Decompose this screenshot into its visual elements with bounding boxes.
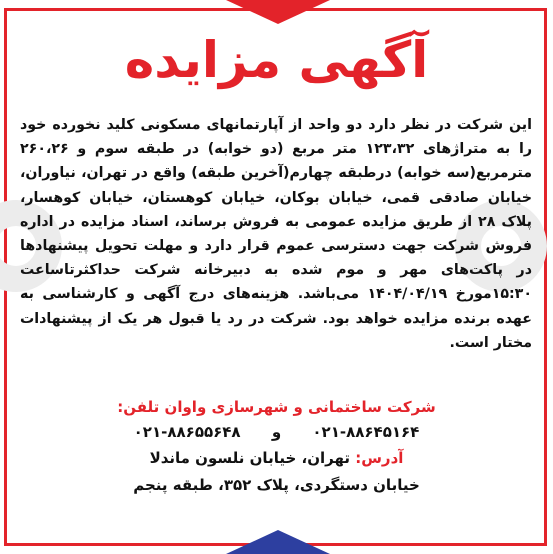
address-text-1: تهران، خیابان نلسون ماندلا xyxy=(149,449,350,467)
phone-number-1: ۰۲۱-۸۸۶۴۵۱۶۴ xyxy=(312,423,420,441)
notice-body: این شرکت در نظر دارد دو واحد از آپارتمانهای مسکونی کلید نخورده خود را به متراژهای ۱۲۳،۳۲ متر مربع (دو خوابه) در طبقه سوم و ۲۶۰،۲۶ مترمربع(سه خوابه) درطبقه چهارم(آخرین طبقه) واقع در تهران، نیاوران، خیابان صادقی قمی، خیابان بوکان، خیابان کوهستان، خیابان کوهسار، پلاک ۲۸ از طریق مزایده عمومی به فروش برساند، اسناد مزایده در اداره فروش شرکت جهت دسترسی عموم قرار دارد و مهلت تحویل پیشنهادها در پاکت‌های مهر و موم شده به دبیرخانه شرکت حداکثرتاساعت ۱۵:۳۰مورخ ۱۴۰۴/۰۴/۱۹ می‌باشد. هزینه‌های درج آگهی و کارشناسی به عهده برنده مزایده خواهد بود. شرکت در رد یا قبول هر یک از پیشنهادات مختار است. xyxy=(20,117,532,351)
phone-separator: و xyxy=(271,423,282,441)
company-name: شرکت ساختمانی و شهرسازی واوان تلفن: xyxy=(117,398,436,416)
notice-title: آگهی مزایده xyxy=(124,31,429,89)
address-line-1 xyxy=(0,449,553,467)
address-line-2: خیابان دستگردی، پلاک ۳۵۲، طبقه پنجم xyxy=(133,476,420,494)
phone-number-2: ۰۲۱-۸۸۶۵۵۶۴۸ xyxy=(133,423,241,441)
bottom-blue-triangle xyxy=(226,530,330,554)
phone-numbers xyxy=(0,423,553,441)
address-label: آدرس: xyxy=(355,449,404,467)
